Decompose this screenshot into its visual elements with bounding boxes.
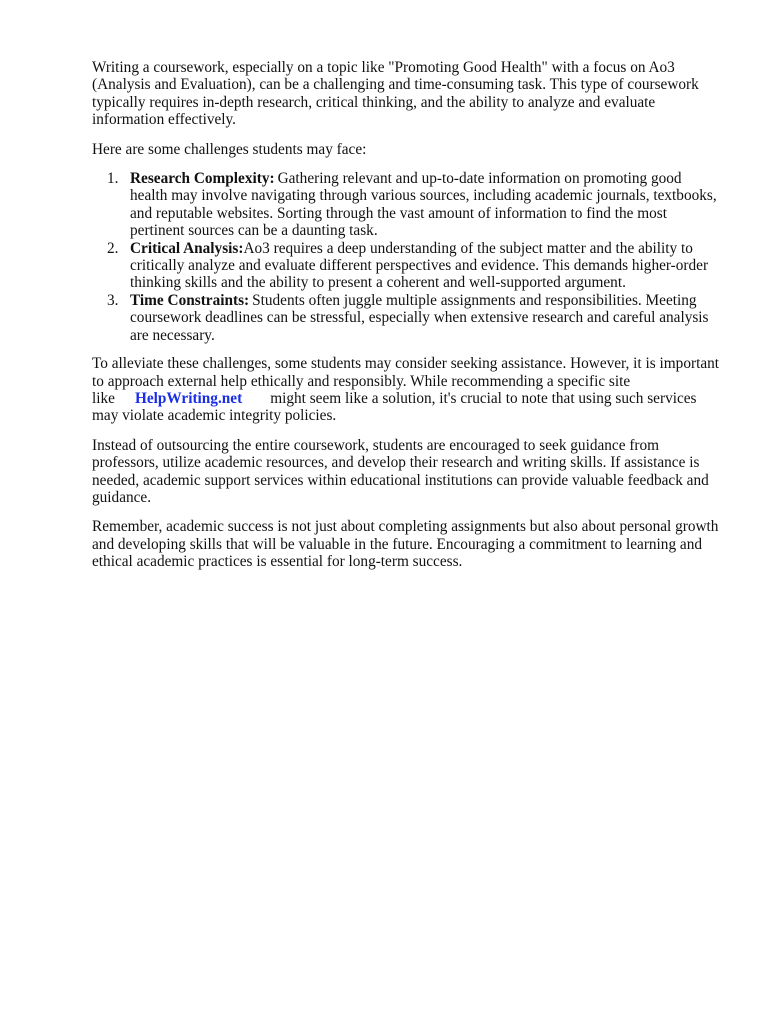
- list-term: Research Complexity:: [130, 170, 275, 188]
- list-text: Gathering relevant and up-to-date information on promoting good health may involve navigating through various sources, including academic journals, textbooks, and reputable websites. Sorting through the vast amount of information to find the most pertinent sources can be a daunting task.: [130, 170, 717, 240]
- document-page: [92, 59, 720, 583]
- list-text: Students often juggle multiple assignments and responsibilities. Meeting coursework deadlines can be stressful, especially when extensive research and careful analysis are necessary.: [130, 291, 709, 344]
- list-item: [92, 240, 720, 292]
- intro-paragraph: Writing a coursework, especially on a topic like "Promoting Good Health" with a focus on Ao3 (Analysis and Evaluation), can be a challenging and time-consuming task. This type of coursework typically requires in-depth research, critical thinking, and the ability to analyze and evaluate information effectively.: [92, 59, 699, 129]
- list-number: 3.: [107, 291, 119, 309]
- assistance-paragraph: [92, 355, 720, 425]
- list-term: Time Constraints:: [130, 291, 250, 309]
- list-number: 2.: [107, 239, 119, 257]
- list-term: Critical Analysis:: [130, 239, 244, 257]
- list-text: Ao3 requires a deep understanding of the subject matter and the ability to critically analyze and evaluate different perspectives and evidence. This demands higher-order thinking skills and the ability to present a coherent and well-supported argument.: [130, 239, 709, 292]
- challenges-list: [92, 170, 720, 344]
- assistance-text-before: To alleviate these challenges, some students may consider seeking assistance. However, it is important to approach external help ethically and responsibly. While recommending a specific site like: [92, 355, 720, 407]
- list-number: 1.: [107, 170, 119, 188]
- outsourcing-paragraph: Instead of outsourcing the entire coursework, students are encouraged to seek guidance from professors, utilize academic resources, and develop their research and writing skills. If assistance is needed, academic support services within educational institutions can provide valuable feedback and guidance.: [92, 436, 709, 506]
- assistance-text-after: might seem like a solution, it's crucial to note that using such services may violate academic integrity policies.: [92, 389, 697, 425]
- list-item: [92, 170, 720, 240]
- helpwriting-link[interactable]: HelpWriting.net: [134, 389, 243, 407]
- challenges-lead: Here are some challenges students may face:: [92, 140, 367, 158]
- closing-paragraph: Remember, academic success is not just about completing assignments but also about personal growth and developing skills that will be valuable in the future. Encouraging a commitment to learning and ethical academic practices is essential for long-term success.: [92, 518, 719, 571]
- list-item: [92, 292, 720, 344]
